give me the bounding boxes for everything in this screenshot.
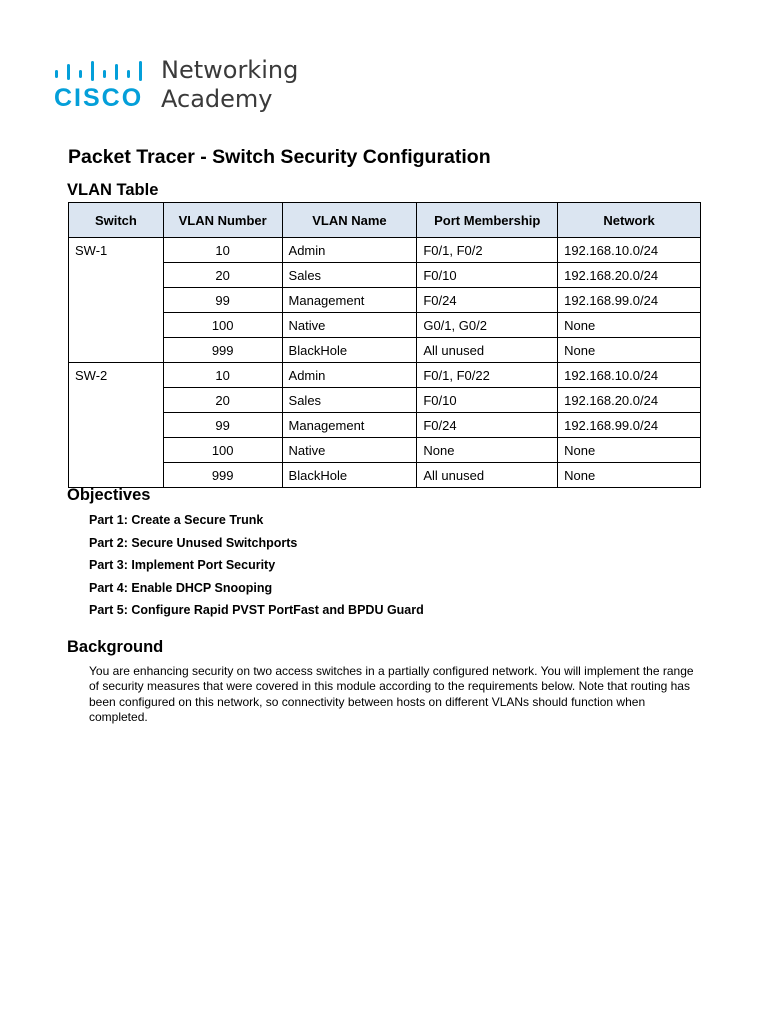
objectives-heading: Objectives [67, 486, 151, 504]
table-row [69, 463, 701, 488]
objective-item: Part 5: Configure Rapid PVST PortFast and BPDU Guard [89, 603, 424, 617]
vlan-number-cell: 100 [163, 438, 282, 463]
network-cell: None [558, 463, 701, 488]
network-cell: 192.168.99.0/24 [558, 288, 701, 313]
logo-academy-text: Academy [161, 85, 273, 113]
vlan-name-cell: Sales [282, 388, 417, 413]
vlan-number-cell: 20 [163, 263, 282, 288]
port-membership-cell: F0/24 [417, 413, 558, 438]
objective-item: Part 4: Enable DHCP Snooping [89, 580, 273, 595]
vlan-table [68, 202, 701, 488]
vlan-number-cell: 100 [163, 313, 282, 338]
document-title: Packet Tracer - Switch Security Configuration [68, 146, 491, 168]
table-row [69, 388, 701, 413]
table-row [69, 313, 701, 338]
vlan-table-header-row [69, 203, 701, 238]
port-membership-cell: G0/1, G0/2 [417, 313, 558, 338]
vlan-number-cell: 999 [163, 338, 282, 363]
vlan-number-cell: 10 [163, 238, 282, 263]
port-membership-cell: F0/1, F0/2 [417, 238, 558, 263]
column-header-vlan-name: VLAN Name [282, 203, 417, 238]
vlan-number-cell: 10 [163, 363, 282, 388]
port-membership-cell: All unused [417, 338, 558, 363]
table-row [69, 413, 701, 438]
column-header-switch: Switch [69, 203, 164, 238]
objective-item: Part 2: Secure Unused Switchports [89, 535, 298, 550]
vlan-name-cell: Native [282, 313, 417, 338]
switch-name-cell: SW-1 [69, 238, 164, 363]
network-cell: 192.168.10.0/24 [558, 363, 701, 388]
network-cell: 192.168.10.0/24 [558, 238, 701, 263]
network-cell: 192.168.20.0/24 [558, 263, 701, 288]
table-row [69, 438, 701, 463]
port-membership-cell: F0/24 [417, 288, 558, 313]
port-membership-cell: All unused [417, 463, 558, 488]
vlan-name-cell: Management [282, 413, 417, 438]
vlan-number-cell: 99 [163, 288, 282, 313]
table-row [69, 363, 701, 388]
vlan-name-cell: Sales [282, 263, 417, 288]
column-header-network: Network [558, 203, 701, 238]
cisco-bars-icon [54, 60, 150, 84]
vlan-name-cell: Management [282, 288, 417, 313]
network-cell: None [558, 338, 701, 363]
cisco-wordmark: CISCO [54, 84, 144, 112]
port-membership-cell: None [417, 438, 558, 463]
column-header-port-membership: Port Membership [417, 203, 558, 238]
vlan-name-cell: Native [282, 438, 417, 463]
network-cell: None [558, 438, 701, 463]
vlan-number-cell: 20 [163, 388, 282, 413]
port-membership-cell: F0/10 [417, 263, 558, 288]
background-paragraph: You are enhancing security on two access switches in a partially configured network. You will implement the range of security measures that were covered in this module according to the requirements below. Note that routing has been configured on this network, so connectivity between hosts on different VLANs should function when completed. [89, 664, 694, 724]
network-cell: 192.168.20.0/24 [558, 388, 701, 413]
switch-name-cell: SW-2 [69, 363, 164, 488]
table-row [69, 338, 701, 363]
port-membership-cell: F0/10 [417, 388, 558, 413]
table-row [69, 288, 701, 313]
network-cell: None [558, 313, 701, 338]
objective-item: Part 1: Create a Secure Trunk [89, 513, 264, 527]
cisco-networking-academy-logo [54, 56, 314, 120]
vlan-number-cell: 999 [163, 463, 282, 488]
logo-networking-text: Networking [161, 56, 299, 84]
vlan-name-cell: Admin [282, 238, 417, 263]
table-row [69, 238, 701, 263]
objective-item: Part 3: Implement Port Security [89, 558, 276, 572]
vlan-table-heading: VLAN Table [67, 181, 159, 199]
vlan-name-cell: BlackHole [282, 463, 417, 488]
vlan-number-cell: 99 [163, 413, 282, 438]
column-header-vlan-number: VLAN Number [163, 203, 282, 238]
vlan-name-cell: BlackHole [282, 338, 417, 363]
vlan-name-cell: Admin [282, 363, 417, 388]
port-membership-cell: F0/1, F0/22 [417, 363, 558, 388]
background-heading: Background [67, 638, 164, 656]
objectives-list [89, 510, 424, 623]
network-cell: 192.168.99.0/24 [558, 413, 701, 438]
vlan-table-body [69, 238, 701, 488]
table-row [69, 263, 701, 288]
